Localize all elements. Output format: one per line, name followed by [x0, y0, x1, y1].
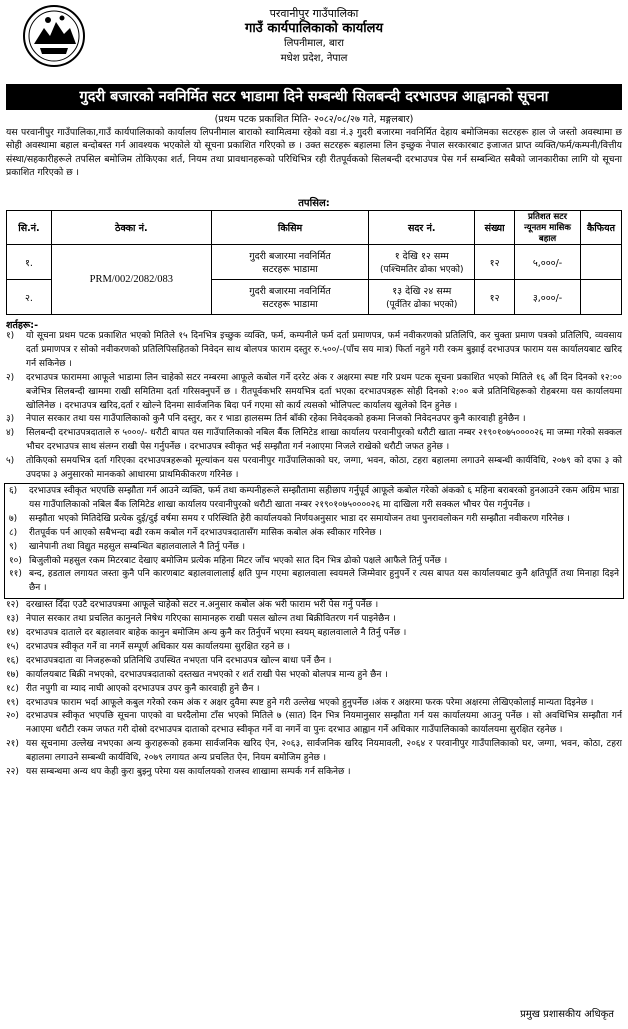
notice-title-banner: गुदरी बजारको नवनिर्मित सटर भाडामा दिने सम्बन्धी सिलबन्दी दरभाउपत्र आह्वानको सूचना — [6, 84, 622, 110]
term-item — [6, 627, 622, 641]
header-type: किसिम — [211, 211, 369, 245]
term-number: २) — [6, 372, 15, 383]
term-number: ७) — [9, 513, 18, 524]
intro-paragraph: यस परवानीपुर गाउँपालिका,गाउँ कार्यपालिकाको कार्यालय लिपनीमाल बाराको स्वामित्वमा रहेको वडा नं.३ गुदरी बजारमा नवनिर्मित देहाय बमोजिमका सटरहरू हाल जे जस्तो अवस्थामा छ सोही अवस्थामा बहाल बन्दोबस्त गर्न आवश्यक भएकोले यो सूचना प्रकाशित गरिएको छ । उक्त सटरहरू बहालमा लिन इच्छुक नेपाल सरकारबाट इजाजत प्राप्त व्यक्ति/फर्म/कम्पनी/वित्तीय संस्था/सहकारीहरूले तपसिल बमोजिम तोकिएका शर्त, नियम तथा प्रावधानहरूको परिधिभित्र रही रीतपूर्वकको सिलबन्दी दरभाउपत्र पेस गर्न सम्बन्धित सबैको जानकारीका लागि यो सूचना प्रकाशित गरिएको छ । — [6, 127, 622, 179]
header-count: संख्या — [475, 211, 515, 245]
term-text: दरखास्त दिँदा एउटै दरभाउपत्रमा आफूले चाहेको सटर न.अनुसार कबोल अंक भरी फाराम भरी पेस गर्नु पर्नेछ । — [26, 600, 379, 611]
term-number: ८) — [9, 527, 18, 538]
term-text: नेपाल सरकार तथा यस गाउँपालिकाको कुनै पनि दस्तुर, कर र भाडा हालसम्म तिर्न बाँकी रहेका निवेदकको हकमा निजको निवेदनउपर कुनै कारवाही हुनेछैन । — [26, 414, 526, 425]
terms-list — [6, 330, 622, 780]
term-number: १३) — [6, 614, 19, 625]
term-text: दरभाउपत्रदाता वा निजहरूको प्रतिनिधि उपस्थित नभएता पनि दरभाउपत्र खोल्न बाधा पर्ने छैन । — [26, 655, 332, 666]
row-remarks — [580, 245, 621, 280]
term-item — [6, 372, 622, 414]
signature-title: प्रमुख प्रशासकीय अधिकृत — [520, 1009, 614, 1020]
schedule-label: तपसिल: — [298, 198, 330, 209]
term-number: १२) — [6, 600, 19, 611]
term-item — [6, 455, 622, 483]
term-number: १६) — [6, 655, 19, 666]
term-item — [9, 485, 619, 513]
row-count: १२ — [475, 280, 515, 315]
term-text: रीत नपुगी वा म्याद नाघी आएको दरभाउपत्र उपर कुनै कारवाही हुने छैन । — [26, 683, 260, 694]
term-text: दरभाउपत्र स्वीकृत भएपछि सम्झौता गर्न आउने व्यक्ति, फर्म तथा कम्पनीहरूले सम्झौतामा सहीछाप गर्नुपूर्व आफूले कबोल गरेको अंकको ६ महिना बराबरको हुनआउने रकम अग्रिम भाडा यस गाउँपालिकाको नबिल बैंक लिमिटेड शाखा कार्यालय परवानीपुरको धरौटी खाता नम्बर २१९०१०७५००००२६ मा दाखिला गरी सक्कल भौचर पेस गर्नुपर्नेछ । — [29, 485, 619, 510]
header-remarks: कैफियत — [580, 211, 621, 245]
term-number: २०) — [6, 711, 19, 722]
term-item — [6, 427, 622, 455]
term-item — [9, 541, 619, 555]
term-number: १९) — [6, 697, 19, 708]
term-text: यो सूचना प्रथम पटक प्रकाशित भएको मितिले १५ दिनभित्र इच्छुक व्यक्ति, फर्म, कम्पनीले फर्म दर्ता प्रमाणपत्र, फर्म नवीकरणको प्रतिलिपि, कर चुक्ता प्रमाण पत्रको प्रतिलिपि, व्यवसाय दर्ता प्रमाणपत्र र सोको नवीकरणको प्रतिलिपिसहितको निवेदन साथ बोलपत्र फाराम दस्तुर रु.५००/-(पाँच सय मात्र) फिर्ता नहुने गरी रकम बुझाई दरभाउपत्र फाराम यस कार्यालयबाट खरिद गर्न सकिनेछ । — [26, 331, 622, 369]
term-text: दरभाउपत्र फाराम भर्दा आफूले कबुल गरेको रकम अंक र अक्षर दुवैमा स्पष्ट हुने गरी उल्लेख भएको हुनुपर्नेछ ।अंक र अक्षरमा फरक परेमा अक्षरमा लेखिएकोलाई मान्यता दिइनेछ । — [26, 697, 594, 708]
term-number: २१) — [6, 739, 19, 750]
term-item — [6, 599, 622, 613]
term-number: २२) — [6, 767, 19, 778]
province-line: मधेश प्रदेश, नेपाल — [280, 53, 348, 64]
table-header-row — [7, 211, 622, 245]
row-rent: ५,०००/- — [515, 245, 581, 280]
row-type: गुदरी बजारमा नवनिर्मित सटरहरू भाडामा — [211, 245, 369, 280]
header-sn: सि.नं. — [7, 211, 52, 245]
term-item — [6, 330, 622, 372]
row-rent: ३,०००/- — [515, 280, 581, 315]
table-row — [7, 245, 622, 280]
term-item — [6, 655, 622, 669]
row-type: गुदरी बजारमा नवनिर्मित सटरहरू भाडामा — [211, 280, 369, 315]
term-item — [6, 641, 622, 655]
term-number: १०) — [9, 555, 22, 566]
term-number: ३) — [6, 414, 15, 425]
term-text: तोकिएको समयभित्र दर्ता गरिएका दरभाउपत्रहरूको मूल्यांकन यस परवानीपुर गाउँपालिकाको घर, जग्गा, भवन, कोठा, टहरा बहालमा लगाउने सम्बन्धी कार्यविधि, २०७९ को दफा ३ को उपदफा ३ अनुसारको मानकको आधारमा प्राथमिकीकरण गरिनेछ । — [26, 456, 622, 481]
header-rent: प्रतिशत सटर न्यूनतम मासिक बहाल — [515, 211, 581, 245]
office-address: लिपनीमाल, बारा — [284, 38, 344, 49]
term-item — [6, 710, 622, 738]
term-number: १४) — [6, 628, 19, 639]
term-text: यस सूचनामा उल्लेख नभएका अन्य कुराहरूको हकमा सार्वजनिक खरिद ऐन, २०६३, सार्वजनिक खरिद नियमावली, २०६४ र परवानीपुर गाउँपालिकाको घर, जग्गा, भवन, कोठा, टहरा बहालमा लगाउने सम्बन्धी कार्यविधि, २०७९ लगायत अन्य प्रचलित ऐन, नियम बमोजिम हुनेछ । — [26, 739, 622, 764]
header-range: सदर नं. — [369, 211, 475, 245]
term-text: दरभाउपत्र दाताले दर बहालवार बाहेक कानुन बमोजिम अन्य कुनै कर तिर्नुपर्ने भएमा स्वयम् बहालवालाले नै तिर्नु पर्नेछ । — [26, 628, 407, 639]
row-range: १ देखि १२ सम्म (पश्चिमतिर ढोका भएको) — [369, 245, 475, 280]
term-item — [6, 697, 622, 711]
row-sn: २. — [7, 280, 52, 315]
term-text: बिजुलीको महसुल रकम मिटरबाट देखाए बमोजिम प्रत्येक महिना मिटर जाँच भएको सात दिन भित्र ढोको पक्षले आफैले तिर्नु पर्नेछ । — [29, 555, 448, 566]
term-item — [6, 683, 622, 697]
municipality-name: परवानीपुर गाउँपालिका — [269, 7, 359, 20]
term-item — [6, 766, 622, 780]
letterhead — [0, 0, 628, 84]
term-item — [6, 669, 622, 683]
term-item — [9, 513, 619, 527]
publication-info: (प्रथम पटक प्रकाशित मिति- २०८२/०८/२७ गते, मङ्गलबार) — [214, 114, 414, 125]
terms-title: शर्तहरू:- — [6, 320, 39, 331]
term-text: कार्यालयबाट बिक्री नभएको, दरभाउपत्रदाताको दस्तखत नभएको र शर्त राखी पेस भएको बोलपत्र मान्य हुने छैन । — [26, 669, 388, 680]
term-number: ६) — [9, 485, 18, 496]
term-number: ९) — [9, 541, 18, 552]
highlighted-terms-box — [4, 483, 624, 599]
term-number: १८) — [6, 683, 19, 694]
term-number: १) — [6, 331, 15, 341]
term-text: सम्झौता भएको मितिदेखि प्रत्येक दुई/दुई वर्षमा समय र परिस्थिति हेरी कार्यालयको निर्णयअनुसार भाडा दर समायोजन तथा पुनरावलोकन गरी सम्झौता नवीकरण गरिनेछ । — [29, 513, 570, 524]
header-contract: ठेक्का नं. — [51, 211, 211, 245]
row-range: १३ देखि २४ सम्म (पूर्वतिर ढोका भएको) — [369, 280, 475, 315]
term-item — [6, 613, 622, 627]
term-item — [9, 568, 619, 596]
term-text: दरभाउपत्र स्वीकृत भएपछि सूचना पाएको वा घरदैलोमा टाँस भएको मितिले ७ (सात) दिन भित्र नियमानुसार सम्झौता गर्न यस कार्यालयमा आउनु पर्नेछ । सो अवधिभित्र सम्झौता गर्न नआएमा धरौटी रकम जफत गरी दोस्रो दरभाउपत्र दाताको दरभाउ स्वीकृत गर्ने वा नगर्ने वा पुनः दरभाउ आह्वान गर्ने अधिकार गाउँपालिकाको कार्यालयमा सुरक्षित रहनेछ । — [26, 711, 622, 736]
term-text: खानेपानी तथा विद्युत महसुल सम्बन्धित बहालवालाले नै तिर्नु पर्नेछ । — [29, 541, 246, 552]
term-text: सिलबन्दी दरभाउपत्रदाताले रु ५०००/- धरौटी बापत यस गाउँपालिकाको नबिल बैंक लिमिटेड शाखा कार्यालय परवानीपुरको धरौटी खाता नम्बर २१९०१०७५००००२६ मा जम्मा गरेको सक्कल भौचर दरभाउपत्र साथ संलग्न राखी पेस गर्नुपर्नेछ । दरभाउपत्र स्वीकृत भई सम्झौता गर्न नआएमा निजले राखेको धरौटी जफत हुनेछ । — [26, 428, 622, 453]
term-number: १७) — [6, 669, 19, 680]
term-item — [9, 555, 619, 569]
term-item — [9, 527, 619, 541]
term-number: ५) — [6, 456, 15, 467]
row-count: १२ — [475, 245, 515, 280]
term-number: ४) — [6, 428, 15, 439]
term-number: १५) — [6, 641, 19, 652]
term-text: रीतपूर्वक पर्न आएको सबैभन्दा बढी रकम कबोल गर्ने दरभाउपत्रदातासँग मासिक कबोल अंक स्वीकार गरिनेछ । — [29, 527, 382, 538]
row-remarks — [580, 280, 621, 315]
term-text: बन्द, हडताल लगायत जस्ता कुनै पनि कारणबाट बहालवालालाई क्षति पुग्न गएमा बहालवाला स्वयमले जिम्मेवार हुनुपर्ने र त्यस बापत यस कार्यालयबाट कुनै क्षतिपूर्ति तथा मिनाहा दिइने छैन । — [29, 569, 619, 594]
term-number: ११) — [9, 569, 22, 580]
shutter-table — [6, 210, 622, 315]
term-item — [6, 413, 622, 427]
term-text: दरभाउपत्र स्वीकृत गर्ने वा नगर्ने सम्पूर्ण अधिकार यस कार्यालयमा सुरक्षित रहने छ । — [26, 641, 291, 652]
term-text: नेपाल सरकार तथा प्रचलित कानुनले निषेध गरिएका सामानहरू राखी पसल खोल्न तथा बिक्रीवितरण गर्न पाइनेछैन । — [26, 614, 396, 625]
term-text: यस सम्बन्धमा अन्य थप केही कुरा बुझ्नु परेमा यस कार्यालयको राजस्व शाखामा सम्पर्क गर्न सकिनेछ । — [26, 767, 351, 778]
contract-number: PRM/002/2082/083 — [51, 245, 211, 315]
office-name: गाउँ कार्यपालिकाको कार्यालय — [245, 21, 383, 36]
term-item — [6, 738, 622, 766]
term-text: दरभाउपत्र फाराममा आफूले भाडामा लिन चाहेको सटर नम्बरमा आफूले कबोल गर्ने दररेट अंक र अक्षरमा स्पष्ट गरि प्रथम पटक सूचना प्रकाशित भएको मितिले १६ औं दिन दिनको १२:०० बजेभित्र सिलबन्दी खाममा राखी समितिमा दर्ता गरिसक्नुपर्ने छ । रीतपूर्वकभरि समयभित्र दर्ता भएका दरभाउपत्रहरू सोही दिनको २:०० बजे प्रतिनिधिहरूको रोहबरमा यस कार्यालयमा खोलिनेछ । दरभाउपत्र खरिद,दर्ता र खोल्ने दिनमा सार्वजनिक बिदा पर्न गएमा सो कार्य त्यसको भोलिपल्ट कार्यालय खुलेको दिन हुनेछ । — [26, 372, 622, 411]
row-sn: १. — [7, 245, 52, 280]
